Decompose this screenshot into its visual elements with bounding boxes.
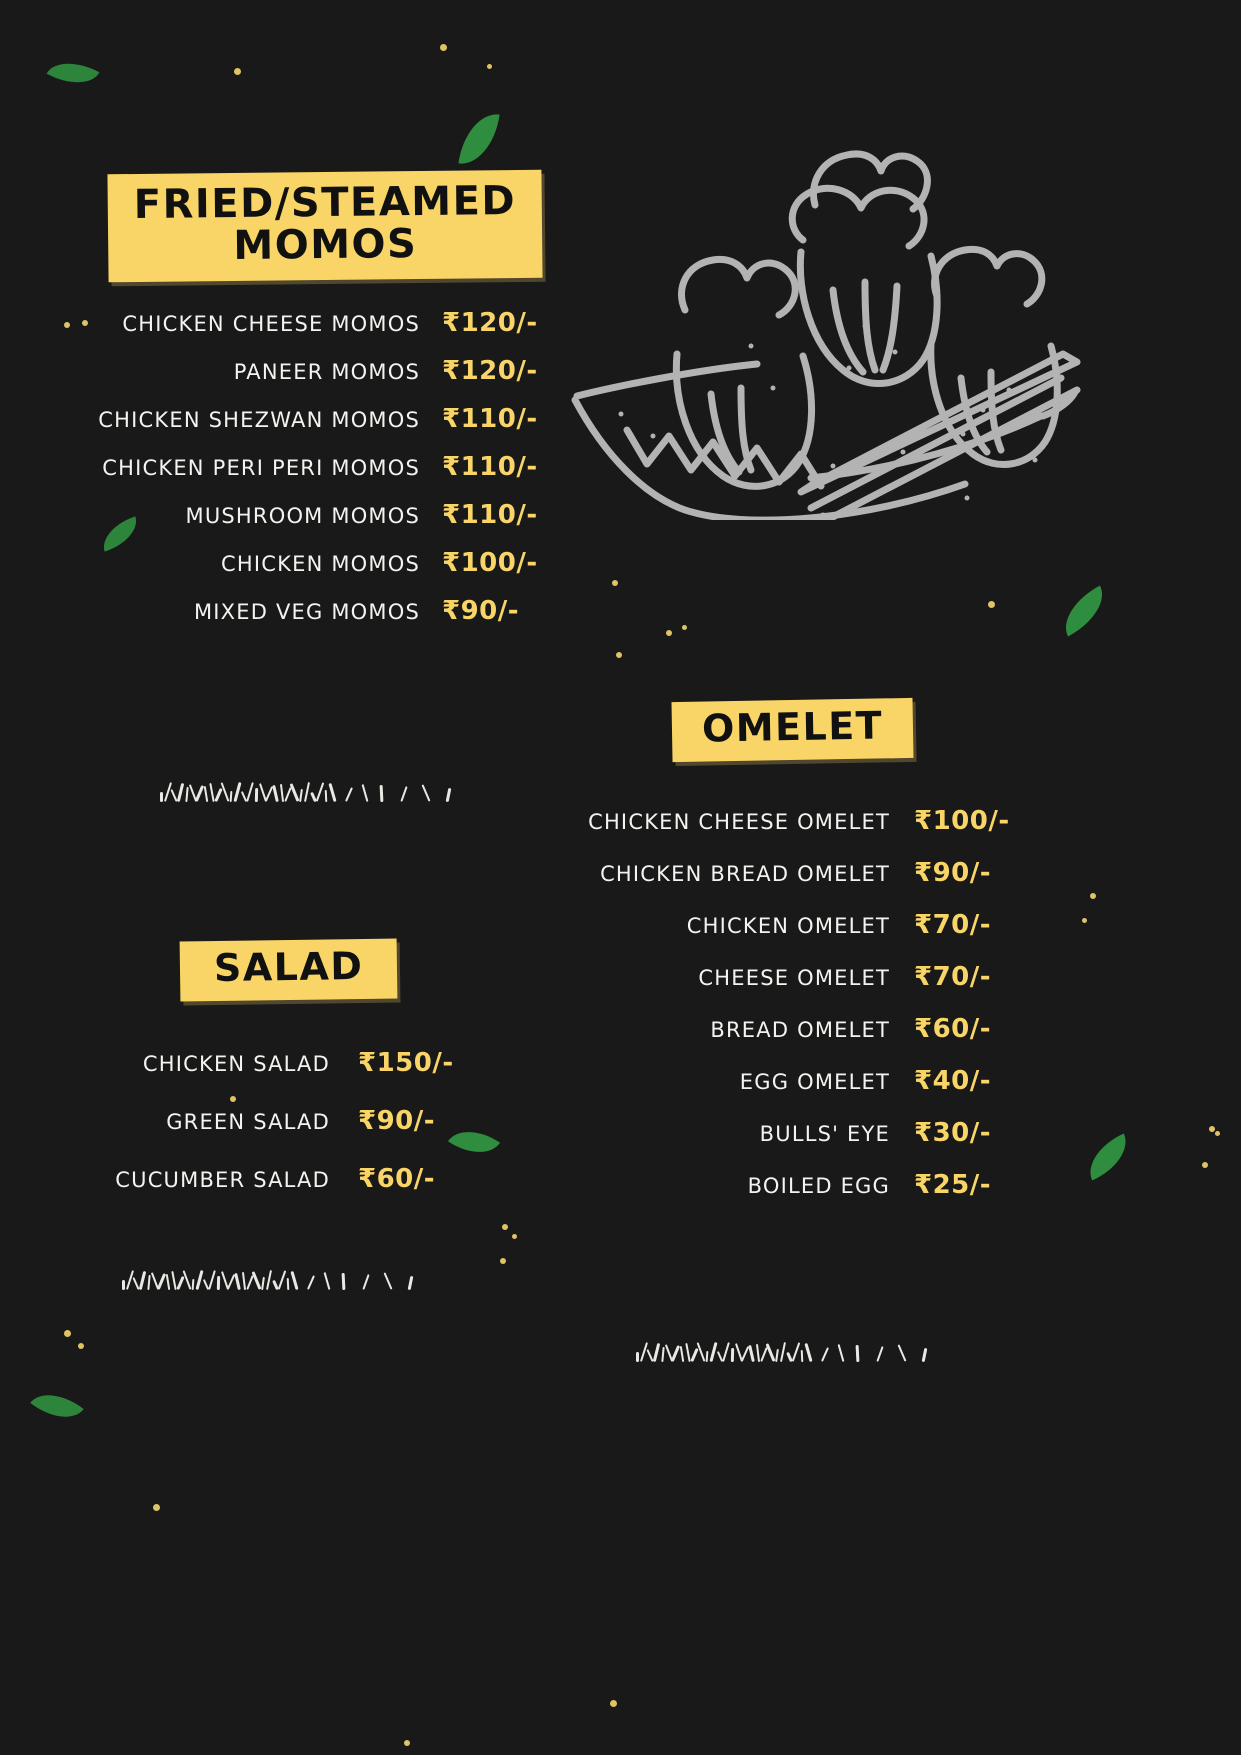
item-name: MUSHROOM MOMOS xyxy=(185,504,420,528)
menu-item-row xyxy=(110,1048,498,1078)
dot-decoration xyxy=(988,601,995,608)
item-price: ₹150/- xyxy=(358,1048,454,1078)
momos-title-line2: MOMOS xyxy=(233,221,418,269)
menu-item-row xyxy=(560,806,1044,836)
leaf-icon xyxy=(47,51,100,96)
dot-decoration xyxy=(487,64,492,69)
menu-item-row xyxy=(60,452,582,482)
item-name: GREEN SALAD xyxy=(166,1110,330,1134)
item-name: CHICKEN CHEESE MOMOS xyxy=(122,312,420,336)
momo-plate-illustration xyxy=(565,100,1110,520)
dot-decoration xyxy=(404,1740,410,1746)
item-price: ₹100/- xyxy=(914,806,1010,836)
section-heading-momos xyxy=(108,172,542,280)
dot-decoration xyxy=(682,625,687,630)
item-price: ₹40/- xyxy=(914,1066,992,1096)
menu-list-momos xyxy=(60,308,582,644)
divider-salad xyxy=(122,1268,416,1290)
dot-decoration xyxy=(512,1234,517,1239)
item-price: ₹110/- xyxy=(442,500,538,530)
menu-list-salad xyxy=(110,1048,498,1222)
menu-item-row xyxy=(110,1164,498,1194)
item-price: ₹70/- xyxy=(914,962,992,992)
dot-decoration xyxy=(64,1330,71,1337)
menu-item-row xyxy=(110,1106,498,1136)
item-price: ₹100/- xyxy=(442,548,538,578)
menu-item-row xyxy=(560,962,1044,992)
item-name: CHICKEN OMELET xyxy=(686,914,890,938)
leaf-icon xyxy=(458,110,499,168)
item-name: PANEER MOMOS xyxy=(233,360,420,384)
item-price: ₹120/- xyxy=(442,356,538,386)
item-name: CHICKEN CHEESE OMELET xyxy=(588,810,890,834)
leaf-icon xyxy=(1054,586,1114,637)
item-name: CHEESE OMELET xyxy=(698,966,890,990)
dot-decoration xyxy=(502,1224,508,1230)
item-price: ₹110/- xyxy=(442,404,538,434)
dot-decoration xyxy=(78,1343,84,1349)
dot-decoration xyxy=(612,580,618,586)
section-heading-salad xyxy=(180,940,397,1000)
dot-decoration xyxy=(616,652,622,658)
menu-item-row xyxy=(560,910,1044,940)
divider-momos xyxy=(160,780,454,802)
menu-item-row xyxy=(560,1066,1044,1096)
menu-item-row xyxy=(60,308,582,338)
dot-decoration xyxy=(1090,893,1096,899)
item-price: ₹90/- xyxy=(914,858,992,888)
menu-list-omelet xyxy=(560,806,1044,1222)
item-price: ₹70/- xyxy=(914,910,992,940)
menu-item-row xyxy=(60,500,582,530)
item-price: ₹90/- xyxy=(442,596,520,626)
item-name: CUCUMBER SALAD xyxy=(115,1168,330,1192)
menu-item-row xyxy=(560,1118,1044,1148)
item-price: ₹110/- xyxy=(442,452,538,482)
menu-item-row xyxy=(560,1014,1044,1044)
menu-item-row xyxy=(60,548,582,578)
item-price: ₹60/- xyxy=(358,1164,436,1194)
item-name: CHICKEN SHEZWAN MOMOS xyxy=(98,408,420,432)
omelet-title: OMELET xyxy=(701,703,884,751)
dot-decoration xyxy=(440,44,447,51)
item-name: CHICKEN SALAD xyxy=(142,1052,330,1076)
dot-decoration xyxy=(500,1258,506,1264)
item-name: CHICKEN MOMOS xyxy=(221,552,420,576)
dot-decoration xyxy=(666,630,672,636)
item-price: ₹60/- xyxy=(914,1014,992,1044)
salad-title: SALAD xyxy=(213,943,364,991)
dot-decoration xyxy=(1202,1162,1208,1168)
dot-decoration xyxy=(610,1700,617,1707)
dot-decoration xyxy=(1082,918,1087,923)
item-name: MIXED VEG MOMOS xyxy=(193,600,420,624)
item-name: BULLS' EYE xyxy=(759,1122,890,1146)
item-name: CHICKEN BREAD OMELET xyxy=(600,862,890,886)
menu-item-row xyxy=(560,858,1044,888)
leaf-icon xyxy=(30,1381,83,1431)
item-price: ₹90/- xyxy=(358,1106,436,1136)
dot-decoration xyxy=(234,68,241,75)
dot-decoration xyxy=(1209,1126,1215,1132)
item-name: EGG OMELET xyxy=(739,1070,890,1094)
menu-item-row xyxy=(560,1170,1044,1200)
item-name: CHICKEN PERI PERI MOMOS xyxy=(102,456,420,480)
item-name: BREAD OMELET xyxy=(710,1018,890,1042)
leaf-icon xyxy=(1080,1134,1136,1181)
item-price: ₹120/- xyxy=(442,308,538,338)
item-name: BOILED EGG xyxy=(747,1174,890,1198)
item-price: ₹25/- xyxy=(914,1170,992,1200)
divider-omelet xyxy=(636,1340,930,1362)
section-heading-omelet xyxy=(672,700,913,760)
momos-title-line1: FRIED/STEAMED xyxy=(133,178,517,229)
menu-item-row xyxy=(60,596,582,626)
item-price: ₹30/- xyxy=(914,1118,992,1148)
menu-item-row xyxy=(60,356,582,386)
menu-item-row xyxy=(60,404,582,434)
dot-decoration xyxy=(153,1504,160,1511)
dot-decoration xyxy=(1215,1131,1220,1136)
